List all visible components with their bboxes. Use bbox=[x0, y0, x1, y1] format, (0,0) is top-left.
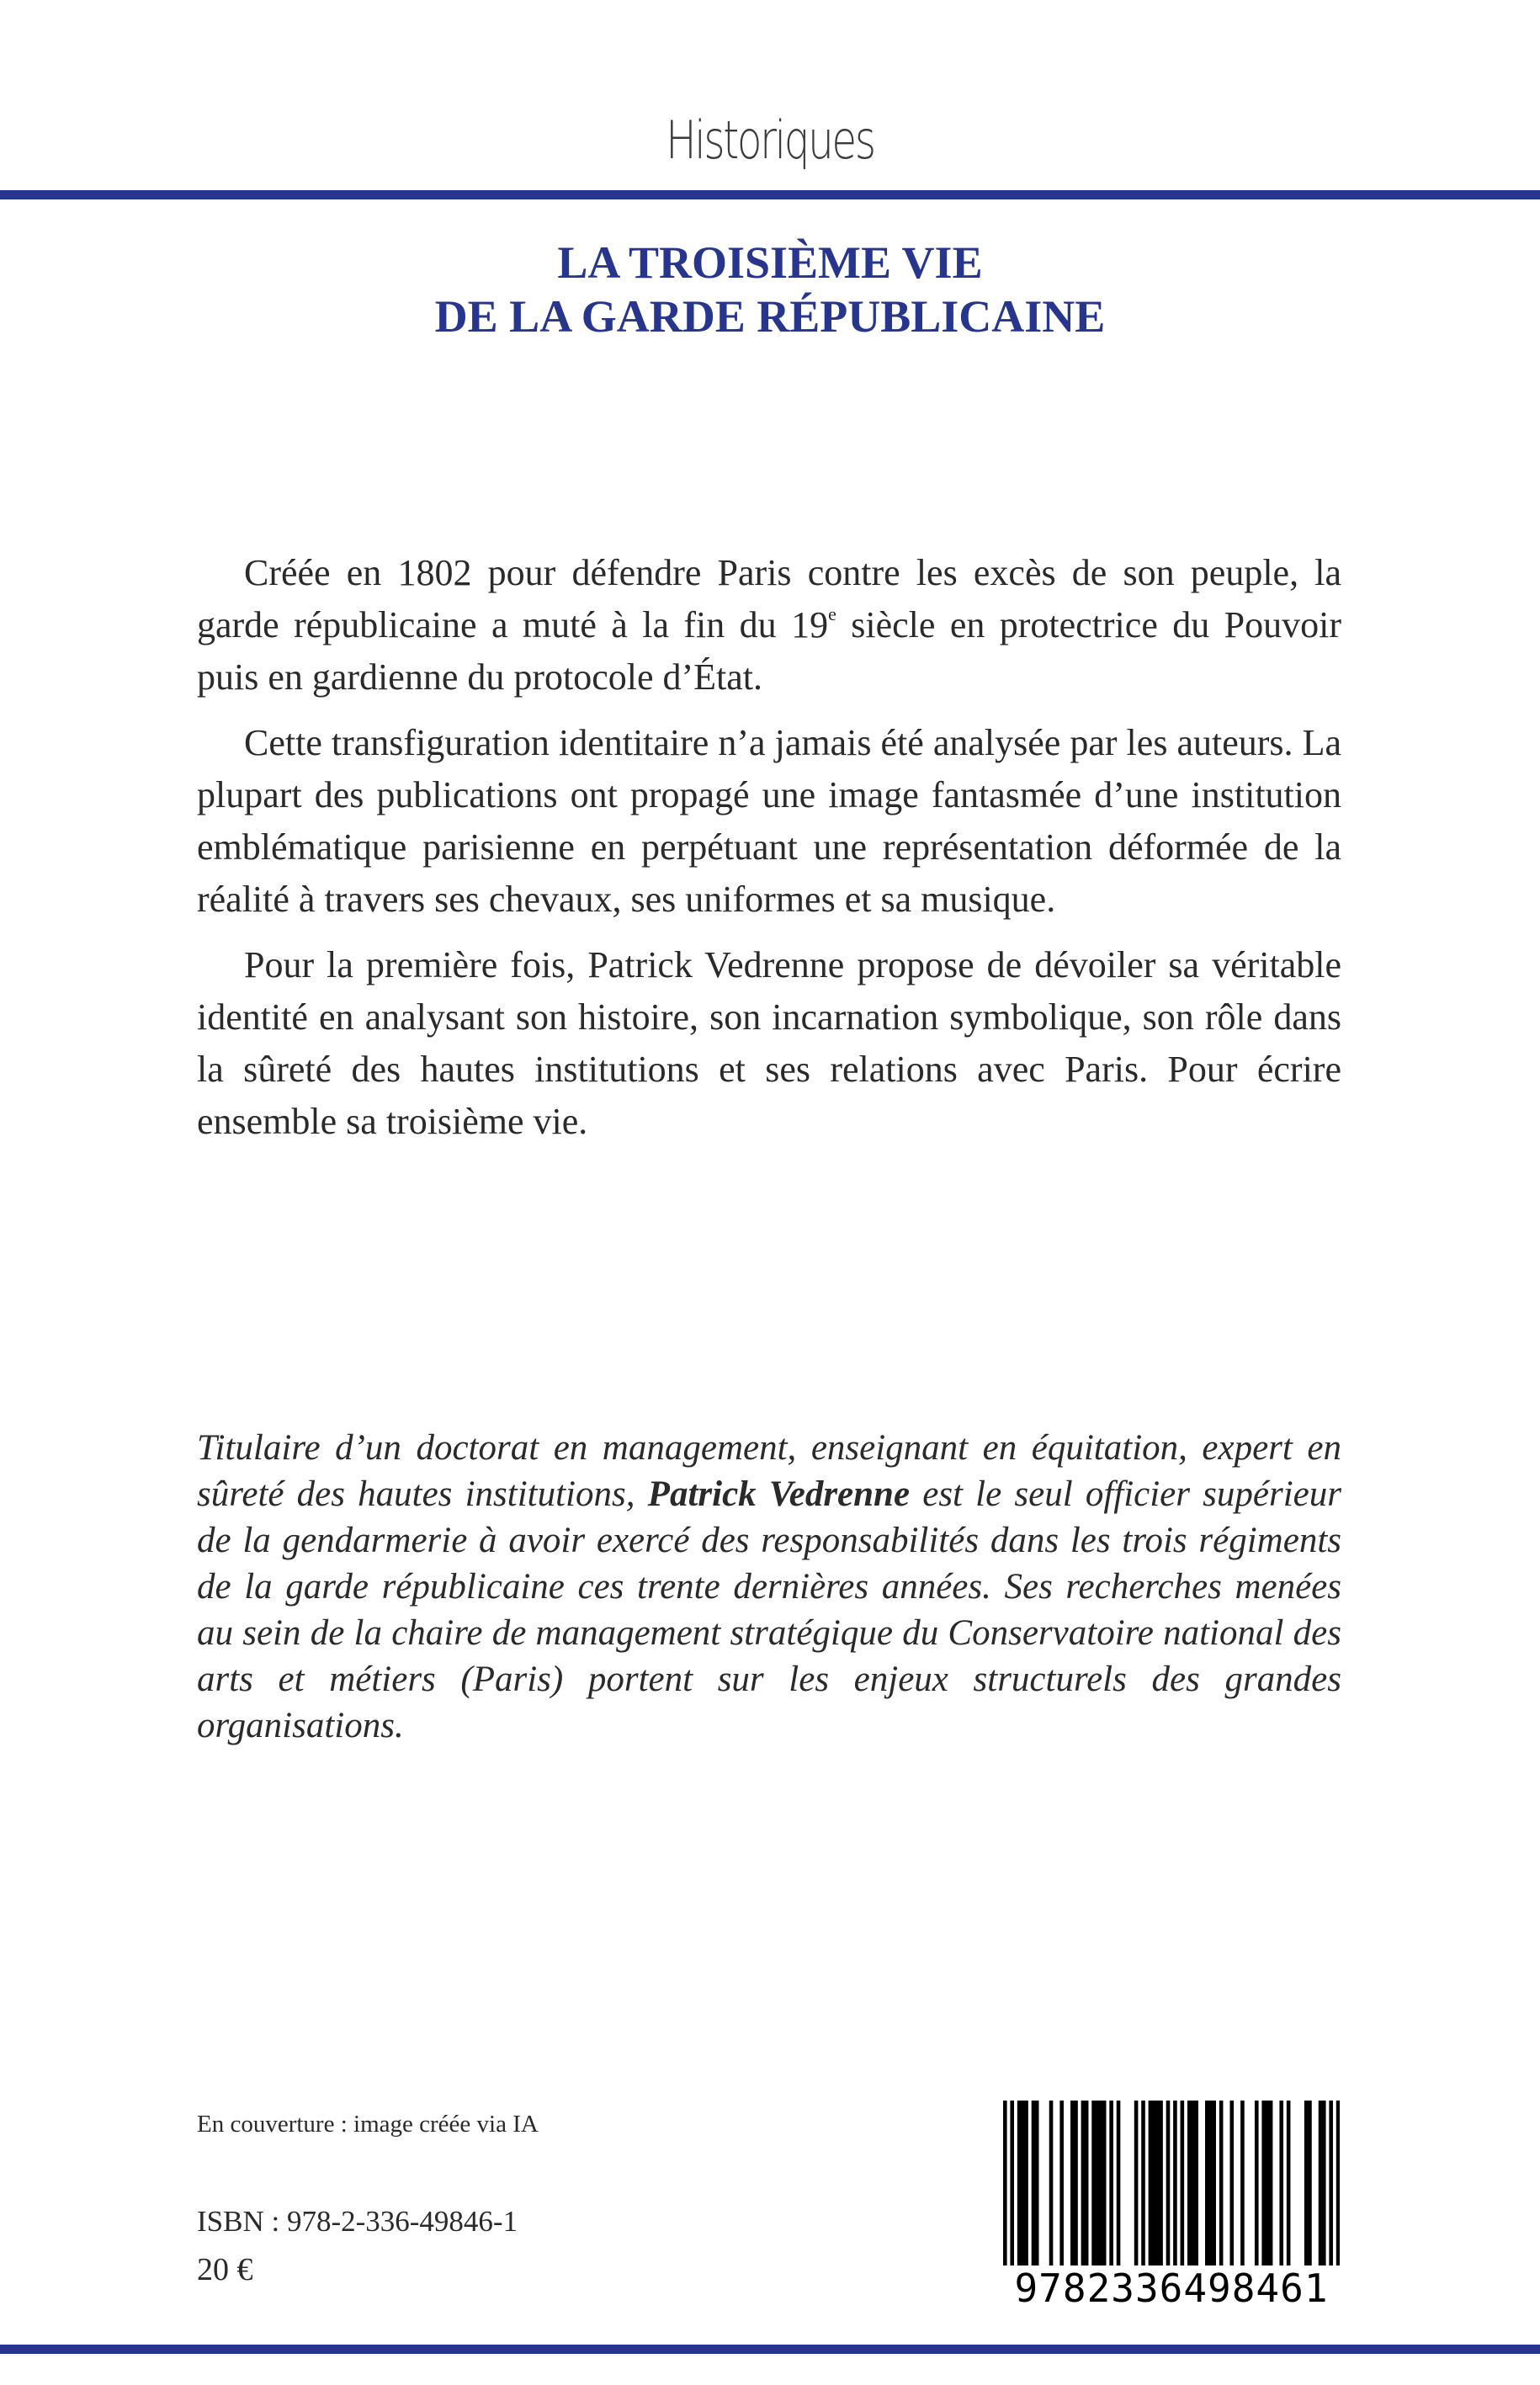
barcode-bar bbox=[1095, 2101, 1099, 2269]
barcode-bar bbox=[1152, 2101, 1156, 2269]
barcode-bar bbox=[1085, 2101, 1089, 2269]
barcode bbox=[1003, 2101, 1340, 2311]
top-rule bbox=[0, 190, 1540, 199]
barcode-bar bbox=[1032, 2101, 1036, 2269]
barcode-bar bbox=[1010, 2101, 1014, 2269]
barcode-bar bbox=[1336, 2101, 1340, 2269]
barcode-bar bbox=[1194, 2101, 1198, 2269]
barcode-bar bbox=[1159, 2101, 1163, 2269]
barcode-bar bbox=[1024, 2101, 1028, 2269]
book-title bbox=[0, 236, 1540, 343]
barcode-bar bbox=[1141, 2101, 1145, 2269]
series-name: Historiques bbox=[666, 109, 874, 171]
summary-p1-end: siècle en protectrice du Pouvoir puis en gardienne du protocole d’État. bbox=[197, 604, 1342, 698]
barcode-bar bbox=[1319, 2101, 1323, 2269]
barcode-bar bbox=[1261, 2101, 1266, 2269]
barcode-bars bbox=[1003, 2101, 1340, 2269]
back-cover-summary bbox=[197, 547, 1341, 1161]
barcode-bar bbox=[1255, 2101, 1259, 2269]
barcode-bar bbox=[1269, 2101, 1273, 2269]
barcode-bar bbox=[1149, 2101, 1153, 2269]
isbn: ISBN : 978-2-336-49846-1 bbox=[197, 2205, 518, 2238]
author-bio bbox=[197, 1425, 1341, 1749]
summary-p1-start: Créée en 1802 pour défendre Paris contre les excès de son peuple, la garde républicaine a muté à la fin du 19 bbox=[197, 552, 1341, 645]
barcode-bar bbox=[1240, 2101, 1245, 2269]
barcode-bar bbox=[1109, 2101, 1113, 2269]
barcode-bar bbox=[1219, 2101, 1224, 2269]
barcode-bar bbox=[1081, 2101, 1086, 2269]
barcode-digits: 9782336498461 bbox=[1003, 2265, 1340, 2311]
author-name: Patrick Vedrenne bbox=[647, 1474, 911, 1514]
title-line-2: DE LA GARDE RÉPUBLICAINE bbox=[434, 291, 1106, 342]
barcode-bar bbox=[1035, 2101, 1039, 2269]
barcode-bar bbox=[1155, 2101, 1160, 2269]
summary-paragraph-2: Cette transfiguration identitaire n’a jamais été analysée par les auteurs. La plupart des publications ont propagé une image fantasmée d’une institution emblématique parisienne en perpétuant une représentation déformée de la réalité à travers ses chevaux, ses uniformes et sa musique. bbox=[197, 722, 1341, 920]
barcode-bar bbox=[1117, 2101, 1121, 2269]
price: 20 € bbox=[197, 2252, 253, 2287]
barcode-bar bbox=[1181, 2101, 1185, 2269]
barcode-bar bbox=[1049, 2101, 1054, 2269]
barcode-bar bbox=[1308, 2101, 1312, 2269]
barcode-bar bbox=[1059, 2101, 1064, 2269]
barcode-bar bbox=[1187, 2101, 1192, 2269]
barcode-bar bbox=[1266, 2101, 1270, 2269]
barcode-bar bbox=[1091, 2101, 1096, 2269]
barcode-bar bbox=[1102, 2101, 1107, 2269]
barcode-bar bbox=[1205, 2101, 1209, 2269]
barcode-bar bbox=[1329, 2101, 1333, 2269]
barcode-bar bbox=[1229, 2101, 1234, 2269]
bio-end: est le seul officier supérieur de la gendarmerie à avoir exercé des responsabilités dans les trois régiments de la garde républicaine ces trente dernières années. Ses recherches menées au sein de la chaire de management stratégique du Conservatoire national des arts et métiers (Paris) portent sur les enjeux structurels des grandes organisations. bbox=[197, 1474, 1341, 1745]
barcode-bar bbox=[1003, 2101, 1007, 2269]
barcode-bar bbox=[1099, 2101, 1103, 2269]
barcode-bar bbox=[1074, 2101, 1078, 2269]
barcode-bar bbox=[1173, 2101, 1177, 2269]
barcode-bar bbox=[1166, 2101, 1171, 2269]
barcode-bar bbox=[1017, 2101, 1022, 2269]
barcode-bar bbox=[1070, 2101, 1075, 2269]
barcode-bar bbox=[1322, 2101, 1326, 2269]
barcode-bar bbox=[1212, 2101, 1216, 2269]
barcode-bar bbox=[1304, 2101, 1309, 2269]
bottom-rule bbox=[0, 2345, 1540, 2354]
title-line-1: LA TROISIÈME VIE bbox=[557, 237, 983, 288]
century-superscript: e bbox=[828, 603, 836, 624]
cover-credit: En couverture : image créée via IA bbox=[197, 2111, 539, 2138]
summary-paragraph-1 bbox=[197, 547, 1341, 704]
bio-start: Titulaire d’un doctorat en management, enseignant en équitation, expert en sûreté des hautes institutions, bbox=[197, 1428, 1341, 1514]
barcode-bar bbox=[1021, 2101, 1025, 2269]
barcode-bar bbox=[1287, 2101, 1291, 2269]
barcode-bar bbox=[1191, 2101, 1195, 2269]
barcode-bar bbox=[1208, 2101, 1213, 2269]
summary-paragraph-3: Pour la première fois, Patrick Vedrenne propose de dévoiler sa véritable identité en analysant son histoire, son incarnation symbolique, son rôle dans la sûreté des hautes institutions et ses relations avec Paris. Pour écrire ensemble sa troisième vie. bbox=[197, 944, 1341, 1142]
barcode-bar bbox=[1134, 2101, 1139, 2269]
barcode-bar bbox=[1279, 2101, 1283, 2269]
